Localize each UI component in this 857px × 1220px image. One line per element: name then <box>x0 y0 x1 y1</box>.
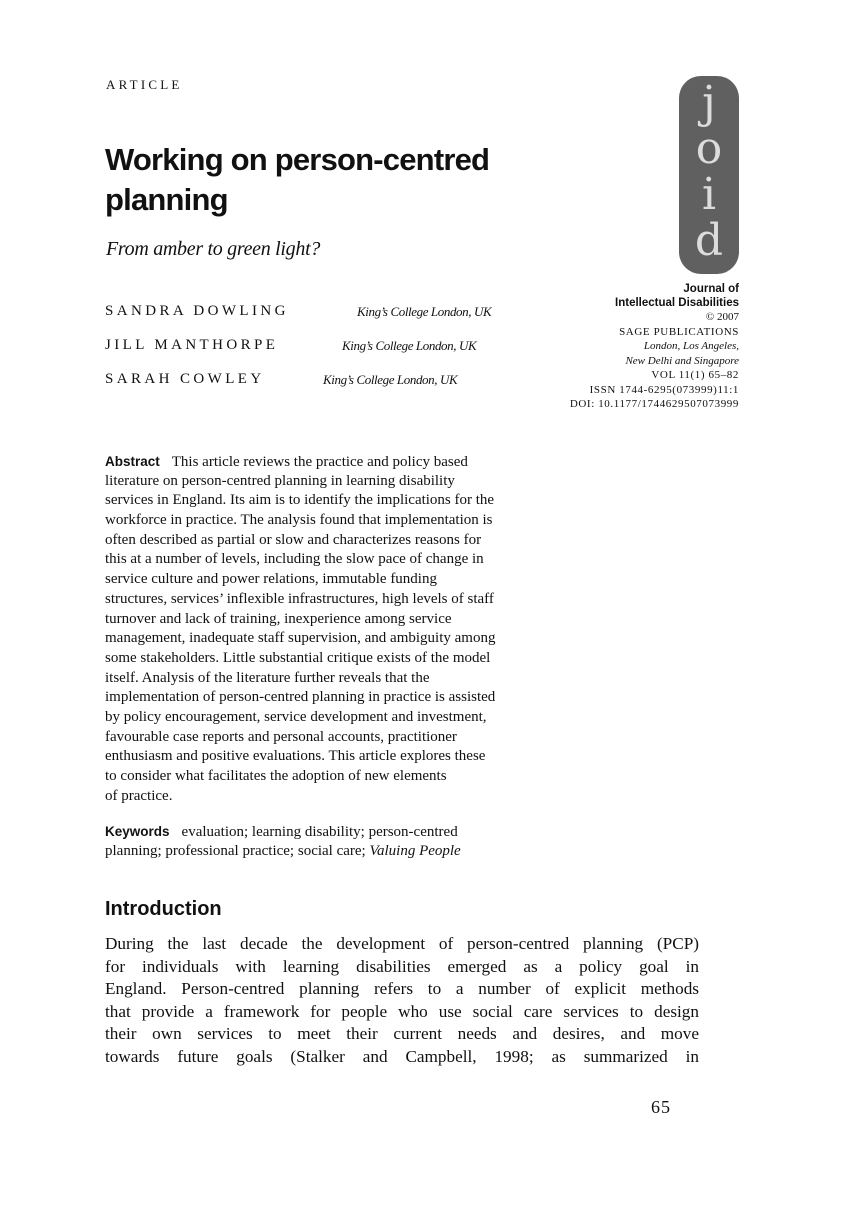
copyright: © 2007 <box>705 311 739 323</box>
article-title <box>105 140 605 220</box>
abstract-line: workforce in practice. The analysis found that implementation is <box>105 512 493 529</box>
doi[interactable] <box>560 397 739 412</box>
author-affiliation: King’s College London, UK <box>342 338 477 353</box>
journal-logo-letters <box>679 77 739 266</box>
keywords-text: evaluation; learning disability; person-centred <box>181 824 458 840</box>
author-row <box>105 369 565 391</box>
section-heading-introduction: Introduction <box>105 898 222 920</box>
keywords <box>105 822 575 861</box>
body-line: their own services to meet their current needs and desires, and move <box>105 1024 699 1043</box>
journal-logo <box>679 76 739 274</box>
abstract-line: itself. Analysis of the literature further reveals that the <box>105 669 430 686</box>
abstract-line: this at a number of levels, including the slow pace of change in <box>105 551 484 568</box>
volume-info: VOL 11(1) 65–82 <box>651 369 739 381</box>
introduction-body <box>105 933 699 1068</box>
abstract-text: This article reviews the practice and policy based <box>171 454 468 470</box>
abstract-label: Abstract <box>105 454 160 469</box>
abstract-line: to consider what facilitates the adoption of new elements <box>105 768 447 784</box>
journal-info <box>560 282 739 412</box>
logo-letter: d <box>694 215 724 266</box>
abstract-line: by policy encouragement, service development and investment, <box>105 708 487 725</box>
author-affiliation: King’s College London, UK <box>323 372 458 387</box>
abstract-line: implementation of person-centred planning in practice is assisted <box>105 689 496 706</box>
article-title-line: Working on person-centred <box>105 142 490 177</box>
author-affiliation: King’s College London, UK <box>357 304 492 319</box>
abstract-line: favourable case reports and personal accounts, practitioner <box>105 728 457 745</box>
body-line: for individuals with learning disabilities emerged as a policy goal in <box>105 956 699 976</box>
logo-letter: i <box>701 169 717 220</box>
author-row <box>105 301 565 323</box>
article-type-label: ARTICLE <box>106 77 183 92</box>
abstract <box>105 452 575 806</box>
publisher: SAGE PUBLICATIONS <box>619 325 739 338</box>
abstract-line: enthusiasm and positive evaluations. This article explores these <box>105 748 486 765</box>
abstract-line: services in England. Its aim is to identify the implications for the <box>105 492 495 509</box>
keywords-text: planning; professional practice; social care; <box>105 842 370 859</box>
journal-name: Intellectual Disabilities <box>615 297 739 309</box>
author-name: SANDRA DOWLING <box>105 303 289 319</box>
article-subtitle: From amber to green light? <box>106 238 321 260</box>
body-line: During the last decade the development of person-centred planning (PCP) <box>105 934 699 953</box>
author-name: JILL MANTHORPE <box>105 337 279 353</box>
abstract-line: some stakeholders. Little substantial critique exists of the model <box>105 649 491 666</box>
page-number: 65 <box>651 1097 671 1117</box>
article-title-line: planning <box>105 182 228 217</box>
body-line: towards future goals (Stalker and Campbell, 1998; as summarized in <box>105 1046 699 1066</box>
abstract-line: structures, services’ inflexible infrastructures, high levels of staff <box>105 590 494 607</box>
abstract-line: of practice. <box>105 787 173 804</box>
keywords-line <box>105 842 575 862</box>
journal-name: Journal of <box>683 283 739 295</box>
keywords-italic: Valuing People <box>369 842 461 859</box>
abstract-line: often described as partial or slow and characterizes reasons for <box>105 531 482 548</box>
abstract-line: turnover and lack of training, inexperience among service <box>105 610 452 627</box>
abstract-line: management, inadequate staff supervision, and ambiguity among <box>105 630 496 647</box>
author-row <box>105 335 565 357</box>
doi-text[interactable]: DOI: 10.1177/1744629507073999 <box>569 398 739 410</box>
logo-letter: j <box>702 77 716 128</box>
publisher-cities: London, Los Angeles, <box>643 340 739 352</box>
body-line: that provide a framework for people who use social care services to design <box>105 1001 699 1021</box>
logo-letter: o <box>695 123 723 174</box>
issn: ISSN 1744-6295(073999)11:1 <box>589 383 739 396</box>
body-line: England. Person-centred planning refers to a number of explicit methods <box>105 979 699 998</box>
publisher-cities: New Delhi and Singapore <box>625 354 739 367</box>
keywords-line <box>105 822 575 842</box>
abstract-line: literature on person-centred planning in learning disability <box>105 472 455 489</box>
author-name: SARAH COWLEY <box>105 371 265 387</box>
abstract-line <box>105 452 575 472</box>
abstract-line: service culture and power relations, immutable funding <box>105 571 437 588</box>
keywords-label: Keywords <box>105 824 170 839</box>
